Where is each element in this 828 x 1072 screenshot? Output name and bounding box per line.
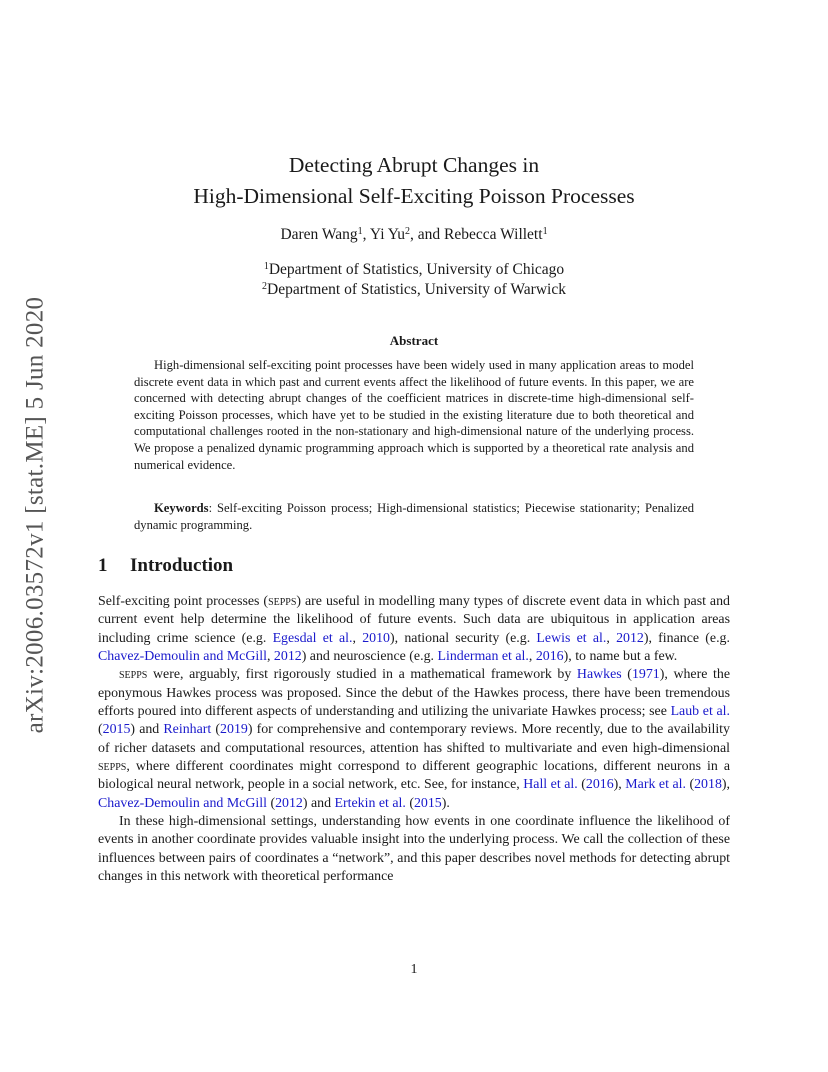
paragraph-1 [98, 593, 730, 666]
text-run: ) and [130, 722, 164, 738]
affiliation-mark: 2 [262, 281, 268, 292]
text-run: ( [98, 722, 103, 738]
acronym: sepps [98, 759, 127, 775]
citation-link[interactable]: 2012 [275, 795, 303, 811]
text-run: ) are useful in modelling many types of discrete event data in which past and current event help determine the likelihood of future events. Such data are ubiquitous in application areas including crime science (e.g. [98, 594, 730, 646]
citation-link[interactable]: Ertekin et al. [334, 795, 406, 811]
author-name: Daren Wang [280, 226, 358, 243]
acronym: sepps [268, 594, 297, 609]
author-affil-mark: 2 [405, 226, 411, 237]
affiliation-1 [0, 260, 828, 280]
section-number: 1 [98, 555, 108, 576]
citation-link[interactable]: Reinhart [163, 722, 212, 738]
abstract-heading: Abstract [389, 333, 439, 348]
page-number: 1 [410, 962, 418, 977]
author-affil-mark: 1 [542, 226, 548, 237]
citation-link[interactable]: 2012 [273, 649, 302, 665]
author-separator: , [362, 226, 370, 243]
citation-link[interactable]: 2010 [362, 630, 390, 646]
abstract-text: High-dimensional self-exciting point processes have been widely used in many application areas to model discrete event data in which past and current events affect the likelihood of future events. In this paper, we are concerned with detecting abrupt changes of the coefficient matrices in discrete-time high-dimensional self-exciting Poisson processes, which have yet to be studied in the existing literature due to both theoretical and computational challenges rooted in the non-stationary and high-dimensional nature of the underlying process. We propose a penalized dynamic programming approach which is supported by a theoretical rate analysis and numerical evidence. [134, 358, 694, 472]
text-run: , [352, 630, 363, 646]
citation-link[interactable]: Chavez-Demoulin and McGill [98, 795, 267, 811]
text-run: ( [405, 795, 414, 811]
text-run: ), [613, 777, 626, 793]
text-run: Self-exciting point processes ( [98, 594, 269, 609]
author-list [0, 226, 828, 244]
citation-link[interactable]: Chavez-Demoulin and McGill [98, 649, 267, 665]
text-run: , [528, 649, 536, 665]
citation-link[interactable]: 1971 [631, 667, 660, 683]
citation-link[interactable]: Lewis et al. [536, 630, 607, 646]
paragraph-2 [98, 666, 730, 813]
paragraph-3: In these high-dimensional settings, understanding how events in one coordinate influence the likelihood of events in another coordinate provides valuable insight into the underlying process. We call the collection of these influences between pairs of coordinates a “network”, and this paper describes novel methods for detecting abrupt changes in this network with theoretical performance [98, 814, 730, 885]
text-run: , [606, 630, 617, 646]
author-affil-mark: 1 [357, 226, 363, 237]
author-name: Rebecca Willett [444, 226, 543, 243]
text-run: ( [577, 777, 586, 793]
citation-link[interactable]: 2012 [616, 630, 644, 646]
citation-link[interactable]: Linderman et al. [437, 649, 529, 665]
keywords [134, 500, 694, 533]
text-run: ), to name but a few. [563, 649, 678, 665]
text-run: , [266, 649, 274, 665]
section-title: Introduction [130, 555, 234, 576]
arxiv-identifier: arXiv:2006.03572v1 [stat.ME] 5 Jun 2020 [21, 296, 49, 734]
affiliations [0, 260, 828, 300]
citation-link[interactable]: 2016 [535, 649, 564, 665]
paper-title [0, 150, 828, 212]
text-run: were, arguably, first rigorously studied in a mathematical framework by [147, 667, 577, 683]
text-run: ), national security (e.g. [390, 630, 537, 646]
citation-link[interactable]: Hawkes [576, 667, 622, 683]
text-run: ( [685, 777, 695, 793]
text-run: ), [721, 777, 730, 793]
affiliation-2 [0, 280, 828, 300]
citation-link[interactable]: 2016 [585, 777, 614, 793]
text-run: ( [266, 795, 276, 811]
keywords-text: : Self-exciting Poisson process; High-dimensional statistics; Piecewise stationarity; Penalized dynamic programming. [134, 501, 694, 532]
text-run: ) and [302, 795, 335, 811]
text-run: ) and neuroscience (e.g. [301, 649, 438, 665]
arxiv-sidebar [20, 290, 50, 740]
citation-link[interactable]: 2015 [102, 722, 131, 738]
citation-link[interactable]: Laub et al. [670, 704, 730, 720]
citation-link[interactable]: 2019 [220, 722, 248, 738]
affiliation-text: Department of Statistics, University of Warwick [267, 281, 566, 298]
citation-link[interactable]: Hall et al. [523, 777, 578, 793]
text-run: ( [211, 722, 221, 738]
affiliation-text: Department of Statistics, University of Chicago [268, 261, 565, 278]
text-run: , where different coordinates might correspond to different geographic locations, different neurons in a biological neural network, people in a social network, etc. See, for instance, [98, 759, 730, 793]
citation-link[interactable]: Mark et al. [625, 777, 686, 793]
affiliation-mark: 1 [263, 261, 269, 272]
text-run: ) for comprehensive and contemporary reviews. More recently, due to the availability of richer datasets and computational resources, attention has shifted to multivariate and even high-dimensional [98, 722, 730, 756]
text-run: ). [441, 795, 450, 811]
author-separator: , and [410, 226, 445, 243]
citation-link[interactable]: 2015 [413, 795, 442, 811]
citation-link[interactable]: 2018 [694, 777, 722, 793]
acronym: sepps [119, 667, 148, 683]
body-text [98, 593, 730, 887]
author-name: Yi Yu [369, 226, 406, 243]
keywords-label: Keywords [154, 501, 209, 515]
text-run: ), finance (e.g. [643, 630, 730, 646]
title-line-1: Detecting Abrupt Changes in [288, 153, 540, 177]
text-run: ( [621, 667, 632, 683]
citation-link[interactable]: Egesdal et al. [272, 630, 353, 646]
title-line-2: High-Dimensional Self-Exciting Poisson Processes [193, 184, 635, 208]
section-heading [98, 555, 233, 577]
text-run: ), where the eponymous Hawkes process was proposed. Since the debut of the Hawkes process, there have been tremendous efforts poured into different aspects of understanding and utilizing the univariate Hawkes process; see [98, 667, 730, 720]
